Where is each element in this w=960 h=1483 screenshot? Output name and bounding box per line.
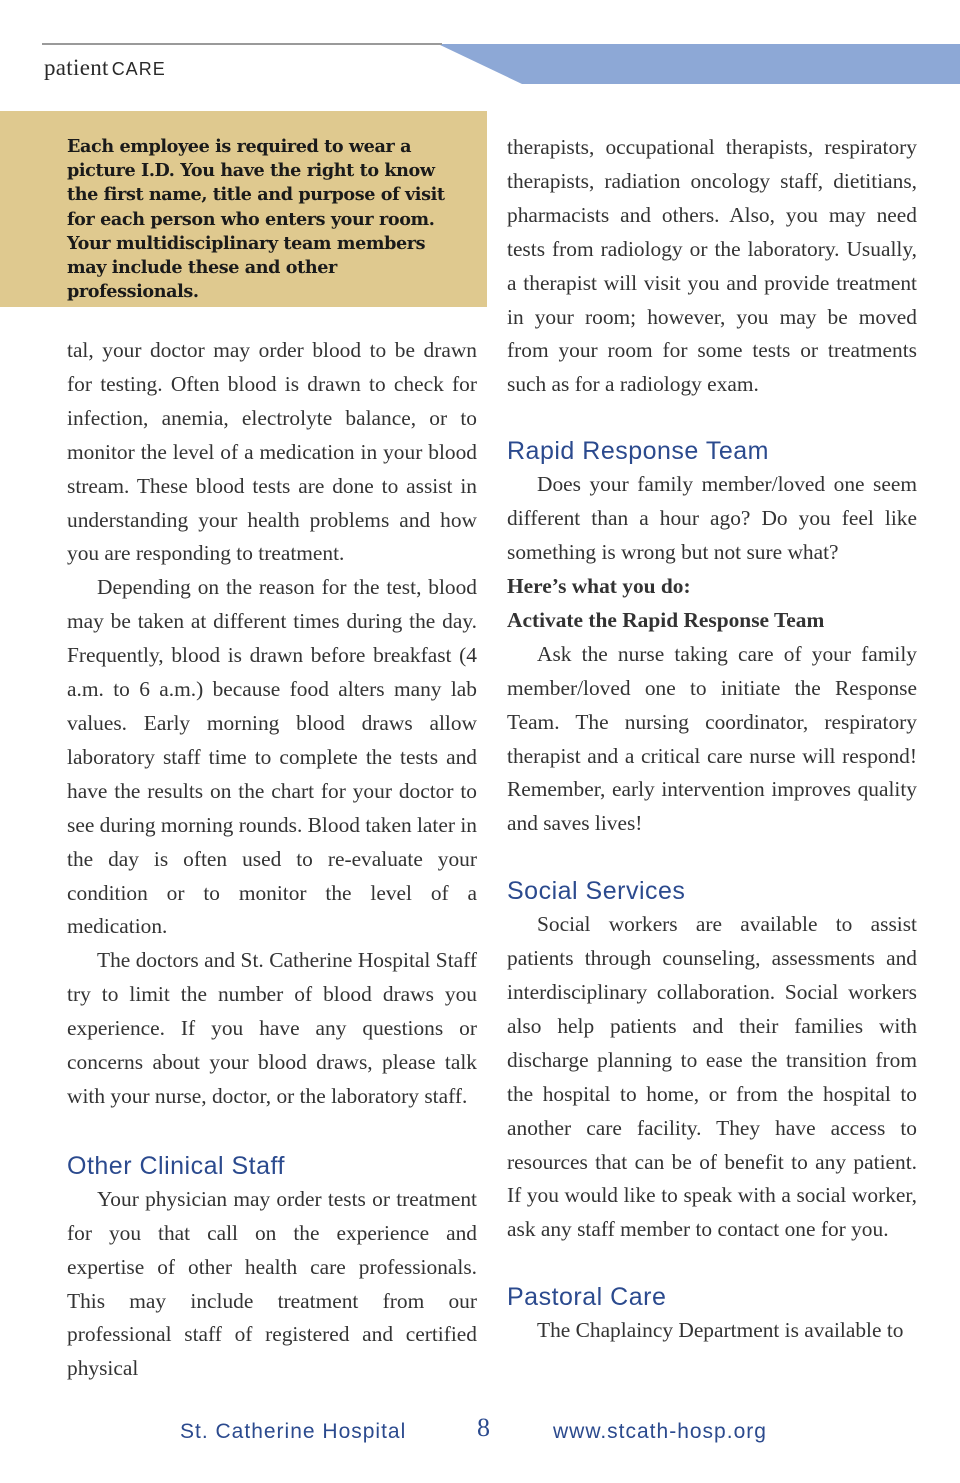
callout-text: Each employee is required to wear a picture I.D. You have the right to know the first name, title and purpose of visit for each person who enters your room. Your multidisciplinary team members may include these and other professionals. xyxy=(67,136,445,303)
blood-test-paragraph-1: tal, your doctor may order blood to be drawn for testing. Often blood is drawn to check for infection, anemia, electrolyte balance, or to monitor the level of a medication in your blood stream. These blood tests are done to assist in understanding your health problems and how you are responding to treatment. xyxy=(67,338,477,566)
rapid-response-paragraph-1: Does your family member/loved one seem different than a hour ago? Do you feel like something is wrong but not sure what? xyxy=(507,472,917,565)
rapid-response-bold-2: Activate the Rapid Response Team xyxy=(507,607,825,632)
other-clinical-staff-paragraph: Your physician may order tests or treatment for you that call on the experience and expertise of other health care professionals. This may include treatment from our professional staff of registered and certified physical xyxy=(67,1186,477,1381)
heading-pastoral-care: Pastoral Care xyxy=(507,1283,667,1312)
left-column xyxy=(67,334,477,1386)
footer-hospital-name: St. Catherine Hospital xyxy=(180,1420,407,1443)
heading-social-services: Social Services xyxy=(507,877,686,906)
right-column xyxy=(507,131,917,1348)
page-footer xyxy=(0,1410,960,1450)
therapists-paragraph: therapists, occupational therapists, respiratory therapists, radiation oncology staff, dietitians, pharmacists and others. Also, you may need tests from radiology or the laboratory. Usually, a therapist will visit you and provide treatment in your room; however, you may be moved from your room for some tests or treatments such as for a radiology exam. xyxy=(507,135,917,397)
social-services-paragraph: Social workers are available to assist patients through counseling, assessments and interdisciplinary collaboration. Social workers also help patients and their families with discharge planning to ease the transition from the hospital to home, or from the hospital to another care facility. They have access to resources that can be of benefit to any patient. If you would like to speak with a social worker, ask any staff member to contact one for you. xyxy=(507,912,917,1242)
id-callout-box xyxy=(0,111,487,307)
rapid-response-bold-1: Here’s what you do: xyxy=(507,573,691,598)
pastoral-care-paragraph: The Chaplaincy Department is available to xyxy=(537,1318,904,1343)
blood-test-paragraph-3: The doctors and St. Catherine Hospital Staff try to limit the number of blood draws you experience. If you have any questions or concerns about your blood draws, please talk with your nurse, doctor, or the laboratory staff. xyxy=(67,948,477,1108)
header-band-graphic xyxy=(0,0,960,100)
heading-rapid-response-team: Rapid Response Team xyxy=(507,437,769,466)
page-header xyxy=(0,0,960,100)
footer-website-link[interactable]: www.stcath-hosp.org xyxy=(553,1420,767,1443)
rapid-response-paragraph-2: Ask the nurse taking care of your family member/loved one to initiate the Response Team. The nursing coordinator, respiratory therapist and a critical care nurse will respond! Remember, early intervention improves quality and saves lives! xyxy=(507,641,917,836)
blood-test-paragraph-2: Depending on the reason for the test, blood may be taken at different times during the day. Frequently, blood is drawn before breakfast (4 a.m. to 6 a.m.) because food alters many lab values. Early morning blood draws allow laboratory staff time to complete the tests and have the results on the chart for your doctor to see during morning rounds. Blood taken later in the day is often used to re-evaluate your condition or to monitor the level of a medication. xyxy=(67,575,477,939)
header-rule xyxy=(42,43,442,45)
section-title xyxy=(44,55,166,81)
heading-other-clinical-staff: Other Clinical Staff xyxy=(67,1151,285,1180)
footer-page-number: 8 xyxy=(477,1413,490,1442)
section-title-caps: CARE xyxy=(111,59,166,79)
section-title-word: patient xyxy=(44,55,109,80)
header-blue-band xyxy=(438,44,960,84)
